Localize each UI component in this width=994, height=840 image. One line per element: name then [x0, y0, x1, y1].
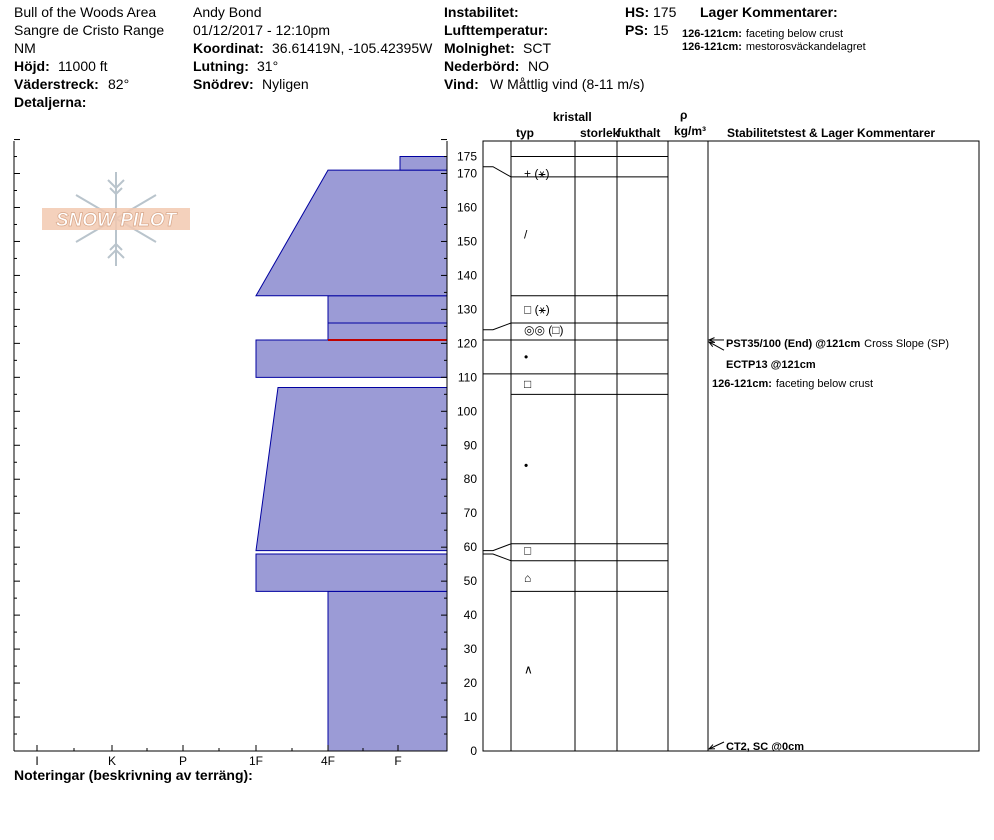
details-label: Detaljerna: [14, 94, 87, 110]
wind-label: Vind: [444, 76, 479, 92]
cloud-value: SCT [523, 40, 551, 56]
x-tick-label: 4F [320, 754, 336, 768]
x-tick-label: F [394, 754, 402, 768]
elevation-value: 11000 ft [58, 58, 108, 74]
state: NM [14, 40, 36, 56]
test-arrow [709, 742, 724, 749]
layer-comment-range: 126-121cm: [712, 378, 772, 390]
grain-symbol-icon: + (⚹) [524, 166, 550, 181]
depth-tick-label: 160 [456, 200, 477, 215]
hardness-layer [328, 591, 447, 751]
cloud-label: Molnighet: [444, 40, 515, 56]
slope-label: Lutning: [193, 58, 249, 74]
ps-value: 15 [653, 22, 669, 38]
range: Sangre de Cristo Range [14, 22, 165, 38]
grain-symbol-icon: / [524, 227, 528, 242]
test-arrow [709, 342, 724, 350]
x-tick-label: P [178, 754, 188, 768]
hardness-layer [256, 170, 447, 296]
x-tick-label: 1F [248, 754, 264, 768]
hs-label: HS: [625, 4, 650, 20]
depth-tick-label: 100 [456, 404, 477, 419]
test-result-bold: CT2, SC @0cm [726, 741, 804, 753]
depth-tick-label: 30 [463, 642, 477, 657]
test-result-bold: PST35/100 (End) @121cm [726, 338, 861, 350]
col-header-rho: ρ [680, 108, 688, 122]
depth-tick-label: 10 [463, 710, 477, 725]
x-tick-label: I [35, 754, 39, 768]
grain-symbol-icon: • [524, 349, 529, 364]
drift-label: Snödrev: [193, 76, 254, 92]
layer-comment-text: faceting below crust [745, 28, 844, 40]
depth-tick-label: 140 [456, 268, 477, 283]
layer-comment-text: faceting below crust [775, 378, 874, 390]
depth-tick-label: 170 [456, 166, 477, 181]
depth-tick-label: 60 [463, 540, 477, 555]
grain-symbol-icon: □ (⚹) [524, 302, 550, 317]
aspect-value: 82° [108, 76, 130, 92]
depth-tick-label: 80 [463, 472, 477, 487]
depth-tick-label: 50 [463, 574, 477, 589]
depth-tick-label: 175 [456, 149, 477, 164]
depth-tick-label: 70 [463, 506, 477, 521]
depth-tick-label: 90 [463, 438, 477, 453]
slope-value: 31° [257, 58, 279, 74]
hs-value: 175 [653, 4, 677, 20]
grain-symbol-icon: ⌂ [524, 570, 532, 585]
col-header-stability: Stabilitetstest & Lager Kommentarer [727, 126, 936, 140]
hardness-layer [328, 323, 447, 340]
col-header-fukthalt: fukthalt [617, 126, 661, 140]
depth-tick-label: 130 [456, 302, 477, 317]
depth-tick-label: 40 [463, 608, 477, 623]
hardness-layer [328, 296, 447, 323]
layer-connector [483, 544, 511, 551]
depth-tick-label: 110 [457, 370, 477, 385]
x-tick-label: K [107, 754, 117, 768]
aspect-label: Väderstreck: [14, 76, 99, 92]
logo-text: SNOW PILOT [55, 210, 177, 231]
test-result-bold: ECTP13 @121cm [726, 359, 816, 371]
test-result [726, 355, 816, 372]
grain-symbol-icon: ∧ [524, 662, 533, 677]
depth-tick-label: 20 [463, 676, 477, 691]
col-header-typ: typ [516, 126, 534, 140]
wind-value: W Måttlig vind (8-11 m/s) [490, 76, 645, 92]
layer-comment-range: 126-121cm: [682, 28, 742, 40]
test-result-text: Cross Slope (SP) [864, 338, 950, 350]
notes-label: Noteringar (beskrivning av terräng): [14, 767, 253, 783]
layer-connector [483, 167, 511, 177]
layer-comment-range: 126-121cm: [682, 41, 742, 53]
location: Bull of the Woods Area [14, 4, 157, 20]
hardness-layer [256, 340, 447, 377]
test-result [726, 737, 804, 754]
grain-symbol-icon: ◎◎ (□) [524, 322, 564, 337]
hardness-layer [256, 388, 447, 551]
layer-comment-text: mestorosväckandelagret [745, 41, 866, 53]
elevation-label: Höjd: [14, 58, 50, 74]
depth-tick-label: 0 [470, 744, 477, 758]
layer-comment [712, 374, 873, 391]
coordinate-value: 36.61419N, -105.42395W [272, 40, 433, 56]
grain-symbol-icon: • [524, 458, 529, 473]
grain-symbol-icon: □ [524, 543, 532, 558]
coordinate-label: Koordinat: [193, 40, 264, 56]
layer-table-frame [483, 141, 979, 751]
air-temp-label: Lufttemperatur: [444, 22, 549, 38]
col-header-kristall: kristall [553, 110, 592, 124]
test-result [726, 334, 949, 351]
precip-value: NO [528, 58, 549, 74]
hardness-layer [400, 157, 447, 171]
col-header-density-unit: kg/m³ [674, 124, 707, 138]
depth-tick-label: 150 [456, 234, 477, 249]
precip-label: Nederbörd: [444, 58, 520, 74]
depth-tick-label: 120 [456, 336, 477, 351]
drift-value: Nyligen [262, 76, 309, 92]
layer-connector [483, 323, 511, 330]
instability-label: Instabilitet: [444, 4, 519, 20]
layer-comments-title: Lager Kommentarer: [700, 4, 838, 20]
ps-label: PS: [625, 22, 649, 38]
layer-connector [483, 554, 511, 561]
observer: Andy Bond [193, 4, 262, 20]
col-header-storlek: storlek [580, 126, 620, 140]
hardness-layer [256, 554, 447, 591]
grain-symbol-icon: □ [524, 377, 532, 392]
datetime: 01/12/2017 - 12:10pm [193, 22, 330, 38]
